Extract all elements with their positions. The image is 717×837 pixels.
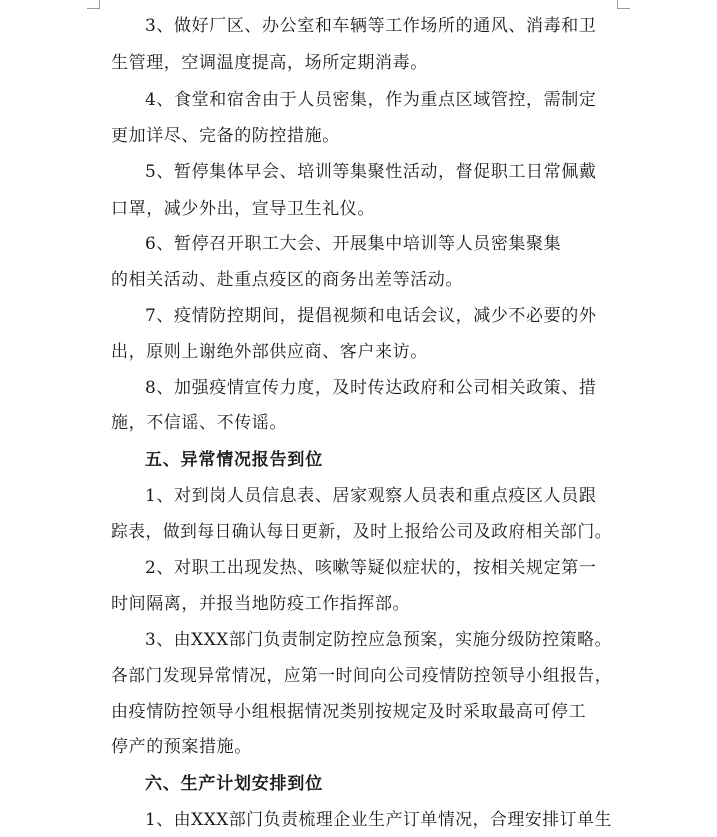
paragraph-line: 的相关活动、赴重点疫区的商务出差等活动。 xyxy=(111,270,463,290)
paragraph-line: 4、食堂和宿舍由于人员密集，作为重点区域管控，需制定 xyxy=(145,90,597,110)
paragraph-line: 更加详尽、完备的防控措施。 xyxy=(111,126,340,146)
paragraph-line: 出，原则上谢绝外部供应商、客户来访。 xyxy=(111,342,428,362)
paragraph-line: 1、由XXX部门负责梳理企业生产订单情况，合理安排订单生 xyxy=(145,810,612,830)
paragraph-line: 3、做好厂区、办公室和车辆等工作场所的通风、消毒和卫 xyxy=(145,16,597,36)
paragraph-line: 生管理，空调温度提高，场所定期消毒。 xyxy=(111,53,428,73)
paragraph-line: 3、由XXX部门负责制定防控应急预案，实施分级防控策略。 xyxy=(145,630,612,650)
paragraph-line: 8、加强疫情宣传力度，及时传达政府和公司相关政策、措 xyxy=(145,378,597,398)
paragraph-line: 各部门发现异常情况，应第一时间向公司疫情防控领导小组报告， xyxy=(111,666,613,686)
section-heading: 五、异常情况报告到位 xyxy=(145,450,323,470)
section-heading: 六、生产计划安排到位 xyxy=(145,774,323,794)
paragraph-line: 踪表，做到每日确认每日更新，及时上报给公司及政府相关部门。 xyxy=(111,522,613,542)
paragraph-line: 停产的预案措施。 xyxy=(111,737,252,757)
paragraph-line: 时间隔离，并报当地防疫工作指挥部。 xyxy=(111,594,411,614)
paragraph-line: 施，不信谣、不传谣。 xyxy=(111,413,287,433)
paragraph-line: 1、对到岗人员信息表、居家观察人员表和重点疫区人员跟 xyxy=(145,486,597,506)
paragraph-line: 口罩，减少外出，宣导卫生礼仪。 xyxy=(111,199,375,219)
paragraph-line: 6、暂停召开职工大会、开展集中培训等人员密集聚集 xyxy=(145,234,562,254)
paragraph-line: 5、暂停集体早会、培训等集聚性活动，督促职工日常佩戴 xyxy=(145,162,597,182)
paragraph-line: 由疫情防控领导小组根据情况类别按规定及时采取最高可停工 xyxy=(111,702,587,722)
paragraph-line: 2、对职工出现发热、咳嗽等疑似症状的，按相关规定第一 xyxy=(145,558,597,578)
paragraph-line: 7、疫情防控期间，提倡视频和电话会议，减少不必要的外 xyxy=(145,306,597,326)
